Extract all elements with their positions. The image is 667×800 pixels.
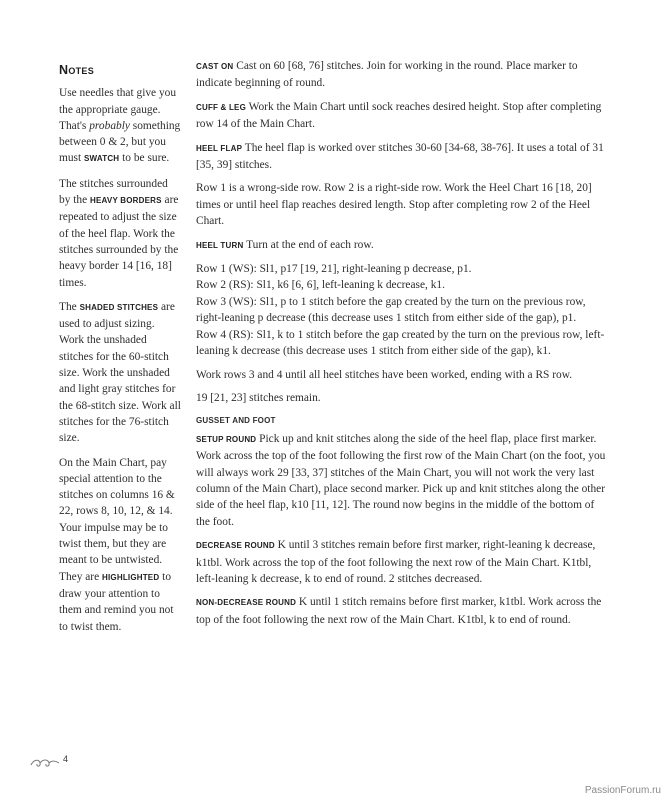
heel-turn-row-1: Row 1 (WS): Sl1, p17 [19, 21], right-leaning p decrease, p1.: [196, 263, 472, 276]
page-footer: [30, 754, 110, 774]
keyword-shaded-stitches: SHADED STITCHES: [79, 302, 159, 312]
keyword-setup-round: SETUP ROUND: [196, 434, 257, 444]
heel-flap-section: HEEL FLAP The heel flap is worked over stitches 30-60 [34-68, 38-76]. It uses a total of 31 [35, 39] stitches.: [196, 141, 604, 172]
emphasis-probably: probably: [89, 119, 130, 132]
keyword-highlighted: HIGHLIGHTED: [102, 572, 160, 582]
keyword-cuff-leg: CUFF & LEG: [196, 102, 246, 112]
heel-turn-row-2: Row 2 (RS): Sl1, k6 [6, 6], left-leaning k decrease, k1.: [196, 279, 445, 292]
keyword-cast-on: CAST ON: [196, 62, 234, 71]
heel-turn-section: HEEL TURN Turn at the end of each row.: [196, 238, 374, 251]
non-decrease-round-section: NON-DECREASE ROUND K until 1 stitch remains before first marker, k1tbl. Work across the top of the foot following the next row of the Main Chart. K1tbl, k to end of round.: [196, 596, 602, 626]
page-number: 4: [63, 754, 69, 764]
gusset-foot-heading: GUSSET AND FOOT: [196, 416, 276, 426]
keyword-heel-turn: HEEL TURN: [196, 240, 244, 250]
keyword-swatch: SWATCH: [84, 154, 120, 164]
notes-sidebar: [59, 58, 181, 643]
notes-paragraph-heavy-borders: The stitches surrounded by the HEAVY BORDERS are repeated to adjust the size of the heel flap. Work the stitches surrounded by the heavy border 14 [16, 18] times.: [59, 177, 179, 289]
keyword-decrease-round: DECREASE ROUND: [196, 541, 275, 551]
heel-flap-rows: Row 1 is a wrong-side row. Row 2 is a right-side row. Work the Heel Chart 16 [18, 20] times or until heel flap reaches desired length. Stop after completing row 2 of the Heel Chart.: [196, 182, 592, 228]
swirl-ornament-icon: [30, 757, 60, 769]
keyword-heavy-borders: HEAVY BORDERS: [90, 196, 162, 206]
heel-turn-row-3: Row 3 (WS): Sl1, p to 1 stitch before the gap created by the turn on the previous row, right-leaning p decrease (this decrease uses 1 stitch from either side of the gap), p1.: [196, 295, 586, 325]
repeat-rows-text: Work rows 3 and 4 until all heel stitches have been worked, ending with a RS row.: [196, 368, 573, 381]
stitches-remain-text: 19 [21, 23] stitches remain.: [196, 391, 321, 404]
cast-on-section: CAST ON Cast on 60 [68, 76] stitches. Join for working in the round. Place marker to indicate beginning of round.: [196, 60, 578, 90]
notes-paragraph-shaded-stitches: The SHADED STITCHES are used to adjust sizing. Work the unshaded stitches for the 60-stitch size. Work the unshaded and light gray stitches for the 68-stitch size. Work all stitches for the 76-stitch size.: [59, 300, 181, 445]
watermark: PassionForum.ru: [584, 785, 661, 796]
heel-turn-rows: [196, 261, 607, 359]
cuff-leg-section: CUFF & LEG Work the Main Chart until sock reaches desired height. Stop after completing row 14 of the Main Chart.: [196, 100, 602, 131]
keyword-non-decrease-round: NON-DECREASE ROUND: [196, 598, 297, 608]
keyword-heel-flap: HEEL FLAP: [196, 143, 243, 153]
decrease-round-section: DECREASE ROUND K until 3 stitches remain before first marker, right-leaning k decrease, k1tbl. Work across the top of the foot following the next row of the Main Chart. K1tbl, left-leaning k decrease, k to end of round. 2 stitches decreased.: [196, 539, 596, 585]
pattern-instructions: [196, 58, 607, 635]
notes-title: Notes: [59, 63, 95, 77]
notes-paragraph-needles: Use needles that give you the appropriate gauge. That's probably something between 0 & 2, but you must SWATCH to be sure.: [59, 87, 181, 165]
notes-paragraph-main-chart: On the Main Chart, pay special attention to the stitches on columns 16 & 22, rows 8, 10, 12, & 14. Your impulse may be to twist them, but they are meant to be untwisted. They are HIGHLIGHTED to draw your attention to them and remind you not to twist them.: [59, 456, 175, 633]
setup-round-section: GUSSET AND FOOT SETUP ROUND Pick up and knit stitches along the side of the heel flap, place first marker. Work across the top of the foot following the first row of the Main Chart (on the foot, you will always work 29 [33, 37] stitches of the Main Chart, you will not work the very last column of the Main Chart), place second marker. Pick up and knit stitches along the other side of the heel flap, k10 [11, 12]. The round now begins in the middle of the bottom of the foot.: [196, 413, 607, 530]
heel-turn-row-4: Row 4 (RS): Sl1, k to 1 stitch before the gap created by the turn on the previous row, left-leaning k decrease (this decrease uses 1 stitch from either side of the gap), k1.: [196, 328, 605, 358]
